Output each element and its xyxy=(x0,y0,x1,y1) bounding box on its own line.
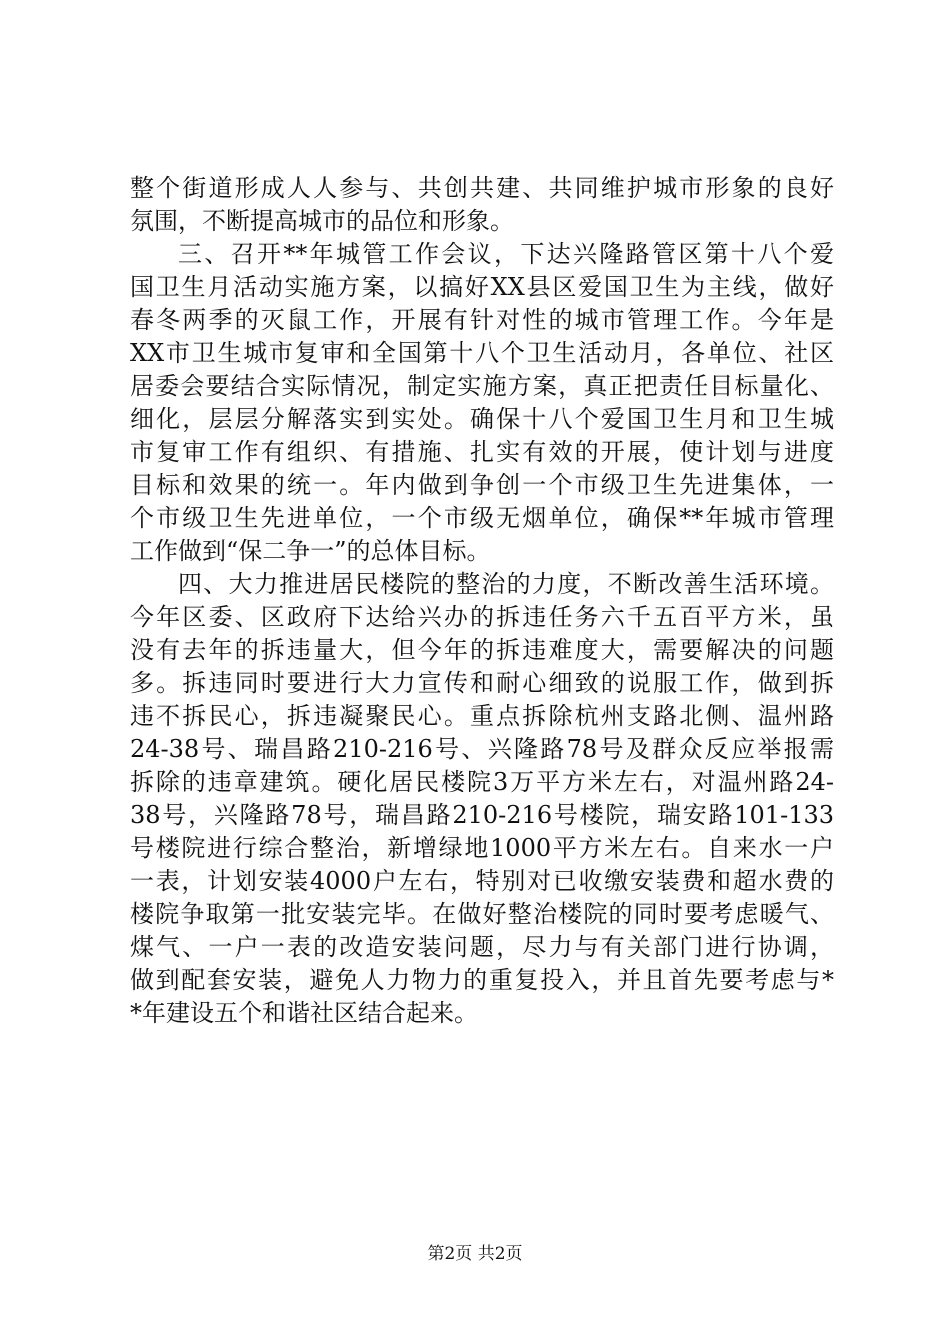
text-line: 煤气、一户一表的改造安装问题，尽力与有关部门进行协调， xyxy=(130,933,834,961)
text-line: 多。拆违同时要进行大力宣传和耐心细致的说服工作，做到拆 xyxy=(130,669,834,697)
text-line: 号楼院进行综合整治，新增绿地1000平方米左右。自来水一户 xyxy=(130,834,834,862)
text-line: 今年区委、区政府下达给兴办的拆违任务六千五百平方米，虽 xyxy=(130,603,834,631)
text-line: 38号，兴隆路78号，瑞昌路210-216号楼院，瑞安路101-133 xyxy=(130,801,834,829)
text-line: 细化，层层分解落实到实处。确保十八个爱国卫生月和卫生城 xyxy=(130,405,834,433)
text-line: 居委会要结合实际情况，制定实施方案，真正把责任目标量化、 xyxy=(130,372,834,400)
text-line: 市复审工作有组织、有措施、扎实有效的开展，使计划与进度 xyxy=(130,438,834,466)
text-line: 没有去年的拆违量大，但今年的拆违难度大，需要解决的问题 xyxy=(130,636,834,664)
text-line: 个市级卫生先进单位，一个市级无烟单位，确保**年城市管理 xyxy=(130,504,834,532)
text-line: 国卫生月活动实施方案，以搞好XX县区爱国卫生为主线，做好 xyxy=(130,273,834,301)
text-line: 工作做到“保二争一”的总体目标。 xyxy=(130,537,491,565)
document-body xyxy=(130,172,834,1030)
text-line: 整个街道形成人人参与、共创共建、共同维护城市形象的良好 xyxy=(130,174,834,202)
text-line: 拆除的违章建筑。硬化居民楼院3万平方米左右，对温州路24- xyxy=(130,768,834,796)
text-line: 楼院争取第一批安装完毕。在做好整治楼院的同时要考虑暖气、 xyxy=(130,900,834,928)
text-line: 氛围，不断提高城市的品位和形象。 xyxy=(130,207,514,235)
paragraph-start-line: 三、召开**年城管工作会议，下达兴隆路管区第十八个爱 xyxy=(178,240,834,268)
text-line: 24-38号、瑞昌路210-216号、兴隆路78号及群众反应举报需 xyxy=(130,735,834,763)
page-number-footer: 第2页 共2页 xyxy=(427,1244,523,1264)
paragraph-start-line: 四、大力推进居民楼院的整治的力度，不断改善生活环境。 xyxy=(178,570,834,598)
text-line: 目标和效果的统一。年内做到争创一个市级卫生先进集体，一 xyxy=(130,471,834,499)
text-line: XX市卫生城市复审和全国第十八个卫生活动月，各单位、社区 xyxy=(130,339,834,367)
text-line: *年建设五个和谐社区结合起来。 xyxy=(130,999,478,1027)
text-line: 一表，计划安装4000户左右，特别对已收缴安装费和超水费的 xyxy=(130,867,834,895)
text-line: 做到配套安装，避免人力物力的重复投入，并且首先要考虑与* xyxy=(130,966,834,994)
text-line: 春冬两季的灭鼠工作，开展有针对性的城市管理工作。今年是 xyxy=(130,306,834,334)
text-line: 违不拆民心，拆违凝聚民心。重点拆除杭州支路北侧、温州路 xyxy=(130,702,834,730)
